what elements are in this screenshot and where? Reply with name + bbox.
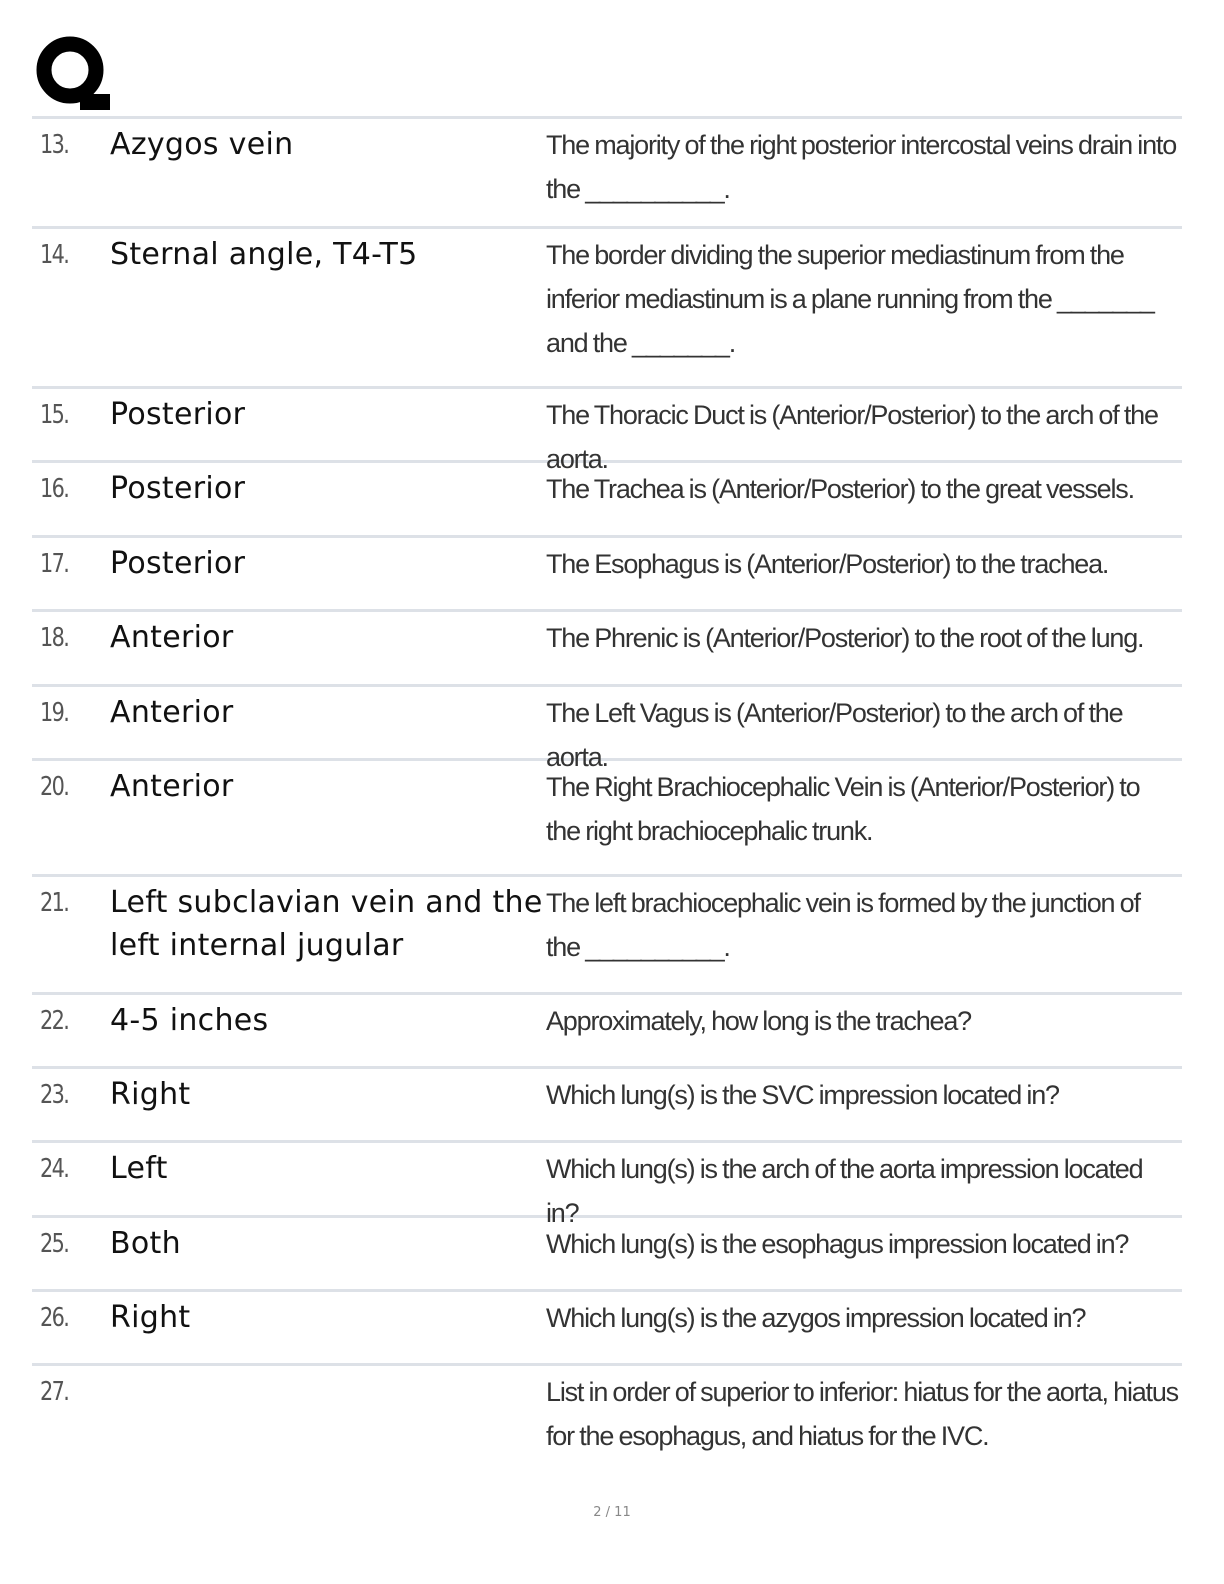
card-number: 20. (40, 772, 69, 802)
card-definition: The Trachea is (Anterior/Posterior) to the great vessels. (546, 474, 1134, 504)
card-number: 22. (40, 1006, 69, 1036)
flashcard-row (32, 761, 1182, 877)
flashcard-row (32, 389, 1182, 474)
page-indicator: 2 / 11 (593, 1505, 631, 1520)
card-definition: Which lung(s) is the arch of the aorta impression located in? (546, 1154, 1143, 1228)
card-number: 19. (40, 698, 69, 728)
card-term: Azygos vein (110, 127, 294, 162)
flashcard-row (32, 1143, 1182, 1228)
card-number: 16. (40, 474, 69, 504)
card-number: 26. (40, 1303, 69, 1333)
card-term: Anterior (110, 695, 234, 730)
flashcard-list (32, 116, 1182, 1476)
card-definition: Approximately, how long is the trachea? (546, 1006, 971, 1036)
card-term: Posterior (110, 546, 246, 581)
card-definition: The Esophagus is (Anterior/Posterior) to the trachea. (546, 549, 1109, 579)
flashcard-row (32, 1292, 1182, 1366)
card-definition: The Thoracic Duct is (Anterior/Posterior) to the arch of the aorta. (546, 400, 1158, 474)
card-definition: The Left Vagus is (Anterior/Posterior) to the arch of the aorta. (546, 698, 1123, 772)
card-number: 15. (40, 400, 69, 430)
card-definition: Which lung(s) is the SVC impression located in? (546, 1080, 1059, 1110)
card-number: 13. (40, 130, 69, 160)
flashcard-row (32, 119, 1182, 229)
card-term: 4-5 inches (110, 1003, 269, 1038)
card-definition: The Right Brachiocephalic Vein is (Anterior/Posterior) to the right brachiocephalic trunk. (546, 772, 1140, 846)
flashcard-row (32, 1069, 1182, 1143)
card-number: 24. (40, 1154, 69, 1184)
card-definition: Which lung(s) is the azygos impression located in? (546, 1303, 1086, 1333)
card-definition: The left brachiocephalic vein is formed by the junction of the __________. (546, 888, 1140, 962)
card-term: Left subclavian vein and the left internal jugular (110, 885, 543, 963)
card-term: Posterior (110, 471, 246, 506)
card-term: Both (110, 1226, 181, 1261)
card-definition: The border dividing the superior mediastinum from the inferior mediastinum is a plane running from the _______ and the _______. (546, 240, 1154, 358)
card-term: Right (110, 1077, 191, 1112)
card-definition: List in order of superior to inferior: hiatus for the aorta, hiatus for the esophagus, and hiatus for the IVC. (546, 1377, 1178, 1451)
flashcard-row (32, 995, 1182, 1069)
card-definition: The majority of the right posterior intercostal veins drain into the __________. (546, 130, 1177, 204)
flashcard-row (32, 538, 1182, 612)
card-number: 25. (40, 1229, 69, 1259)
flashcard-row (32, 612, 1182, 687)
card-term: Anterior (110, 620, 234, 655)
card-definition: The Phrenic is (Anterior/Posterior) to the root of the lung. (546, 623, 1144, 653)
card-term: Sternal angle, T4-T5 (110, 237, 418, 272)
card-term: Left (110, 1151, 168, 1186)
card-term: Posterior (110, 397, 246, 432)
flashcard-row (32, 877, 1182, 995)
card-term (110, 1366, 546, 1370)
card-number: 21. (40, 888, 69, 918)
flashcard-row (32, 229, 1182, 389)
flashcard-row (32, 687, 1182, 772)
flashcard-row (32, 463, 1182, 538)
card-number: 27. (40, 1377, 69, 1407)
flashcard-row (32, 1218, 1182, 1292)
card-term: Right (110, 1300, 191, 1335)
card-number: 18. (40, 623, 69, 653)
quizlet-q-logo-icon (34, 34, 110, 112)
card-number: 17. (40, 549, 69, 579)
card-term: Anterior (110, 769, 234, 804)
card-number: 14. (40, 240, 69, 270)
card-definition: Which lung(s) is the esophagus impression located in? (546, 1229, 1129, 1259)
flashcard-row (32, 1366, 1182, 1476)
card-number: 23. (40, 1080, 69, 1110)
